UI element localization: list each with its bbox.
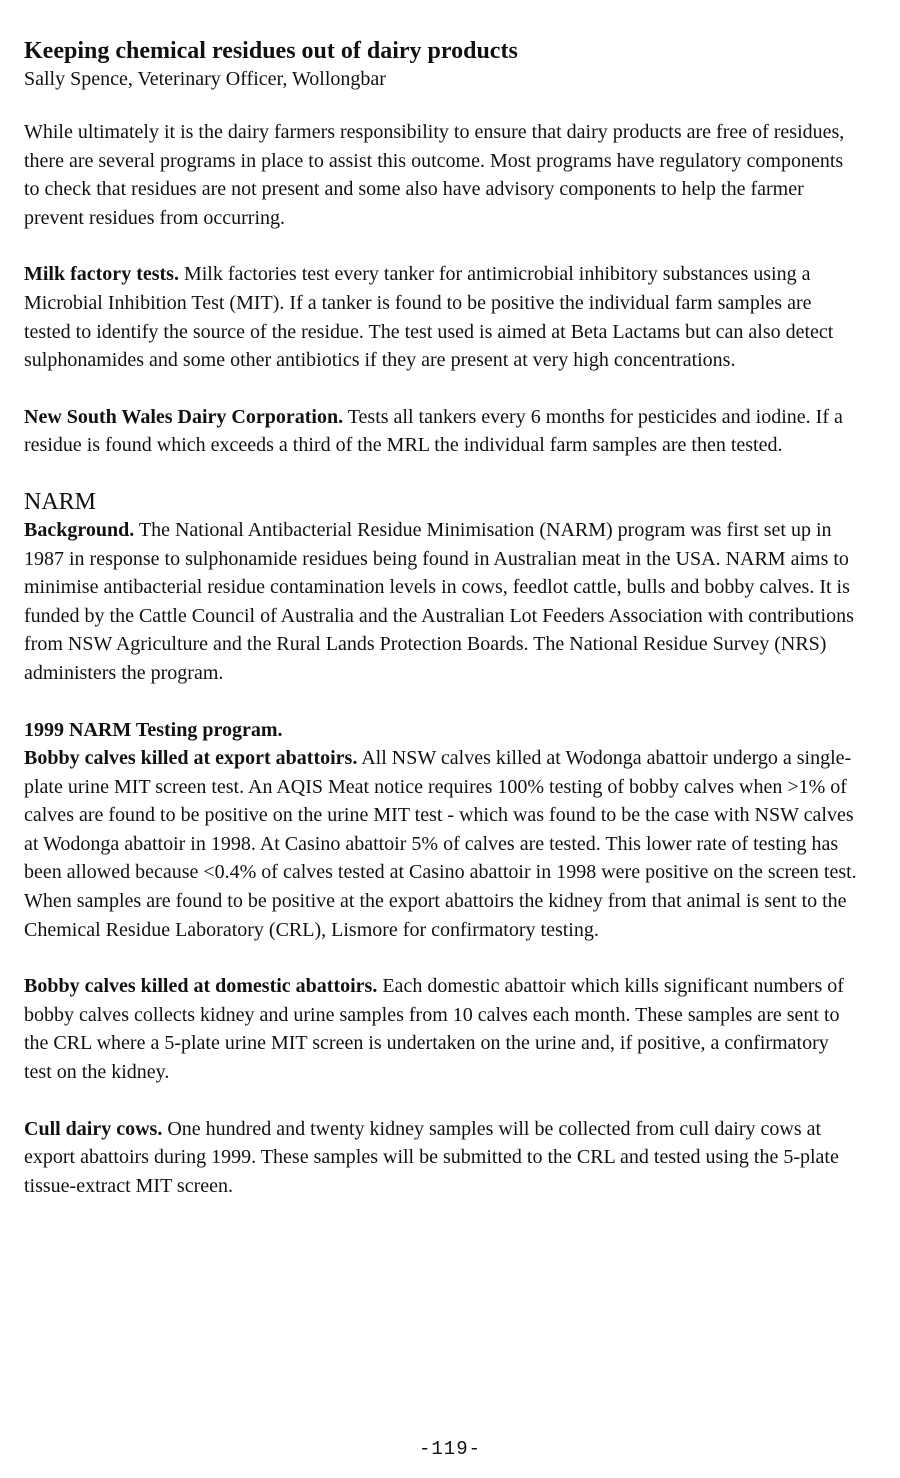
document-page (24, 36, 860, 1228)
nsw-dairy-paragraph (24, 403, 860, 460)
cull-dairy-cows-text: One hundred and twenty kidney samples will be collected from cull dairy cows at export abattoirs during 1999. These samples will be submitted to the CRL and tested using the 5-plate tissue-extract MIT screen. (24, 1117, 839, 1197)
intro-paragraph: While ultimately it is the dairy farmers responsibility to ensure that dairy products are free of residues, there are several programs in place to assist this outcome. Most programs have regulatory components to check that residues are not present and some also have advisory components to help the farmer prevent residues from occurring. (24, 121, 845, 229)
narm-background-paragraph (24, 516, 860, 688)
export-abattoirs-paragraph (24, 744, 860, 944)
nsw-dairy-lead: New South Wales Dairy Corporation. (24, 405, 344, 428)
narm-background-lead: Background. (24, 518, 135, 541)
page-number: -119- (418, 1438, 481, 1460)
narm-background-text: The National Antibacterial Residue Minimisation (NARM) program was first set up in 1987 in response to sulphonamide residues being found in Australian meat in the USA. NARM aims to minimise antibacterial residue contamination levels in cows, feedlot cattle, bulls and bobby calves. It is funded by the Cattle Council of Australia and the Australian Lot Feeders Association with contributions from NSW Agriculture and the Rural Lands Protection Boards. The National Residue Survey (NRS) administers the program. (24, 518, 854, 684)
nsw-dairy-text: Tests all tankers every 6 months for pesticides and iodine. If a residue is found which exceeds a third of the MRL the individual farm samples are then tested. (24, 405, 843, 457)
milk-factory-paragraph (24, 260, 860, 374)
cull-dairy-cows-paragraph (24, 1115, 860, 1201)
article-author: Sally Spence, Veterinary Officer, Wollongbar (24, 68, 386, 90)
domestic-abattoirs-text: Each domestic abattoir which kills significant numbers of bobby calves collects kidney and urine samples from 10 calves each month. These samples are sent to the CRL where a 5-plate urine MIT screen is undertaken on the urine and, if positive, a confirmatory test on the kidney. (24, 975, 844, 1084)
cull-dairy-cows-lead: Cull dairy cows. (24, 1117, 163, 1140)
narm-heading: NARM (24, 488, 97, 515)
domestic-abattoirs-paragraph (24, 972, 860, 1086)
milk-factory-text: Milk factories test every tanker for antimicrobial inhibitory substances using a Microbial Inhibition Test (MIT). If a tanker is found to be positive the individual farm samples are tested to identify the source of the residue. The test used is aimed at Beta Lactams but can also detect sulphonamides and some other antibiotics if they are present at very high concentrations. (24, 263, 834, 372)
article-title: Keeping chemical residues out of dairy products (24, 38, 518, 64)
export-abattoirs-lead: Bobby calves killed at export abattoirs. (24, 747, 358, 770)
milk-factory-lead: Milk factory tests. (24, 263, 179, 286)
export-abattoirs-text: All NSW calves killed at Wodonga abattoir undergo a single-plate urine MIT screen test. An AQIS Meat notice requires 100% testing of bobby calves when >1% of calves are found to be positive on the urine MIT test - which was found to be the case with NSW calves at Wodonga abattoir in 1998. At Casino abattoir 5% of calves are tested. This lower rate of testing has been allowed because <0.4% of calves tested at Casino abattoir in 1998 were positive on the screen test. When samples are found to be positive at the export abattoirs the kidney from that animal is sent to the Chemical Residue Laboratory (CRL), Lismore for confirmatory testing. (24, 747, 857, 941)
domestic-abattoirs-lead: Bobby calves killed at domestic abattoirs. (24, 975, 378, 998)
testing-program-heading: 1999 NARM Testing program. (24, 718, 283, 741)
